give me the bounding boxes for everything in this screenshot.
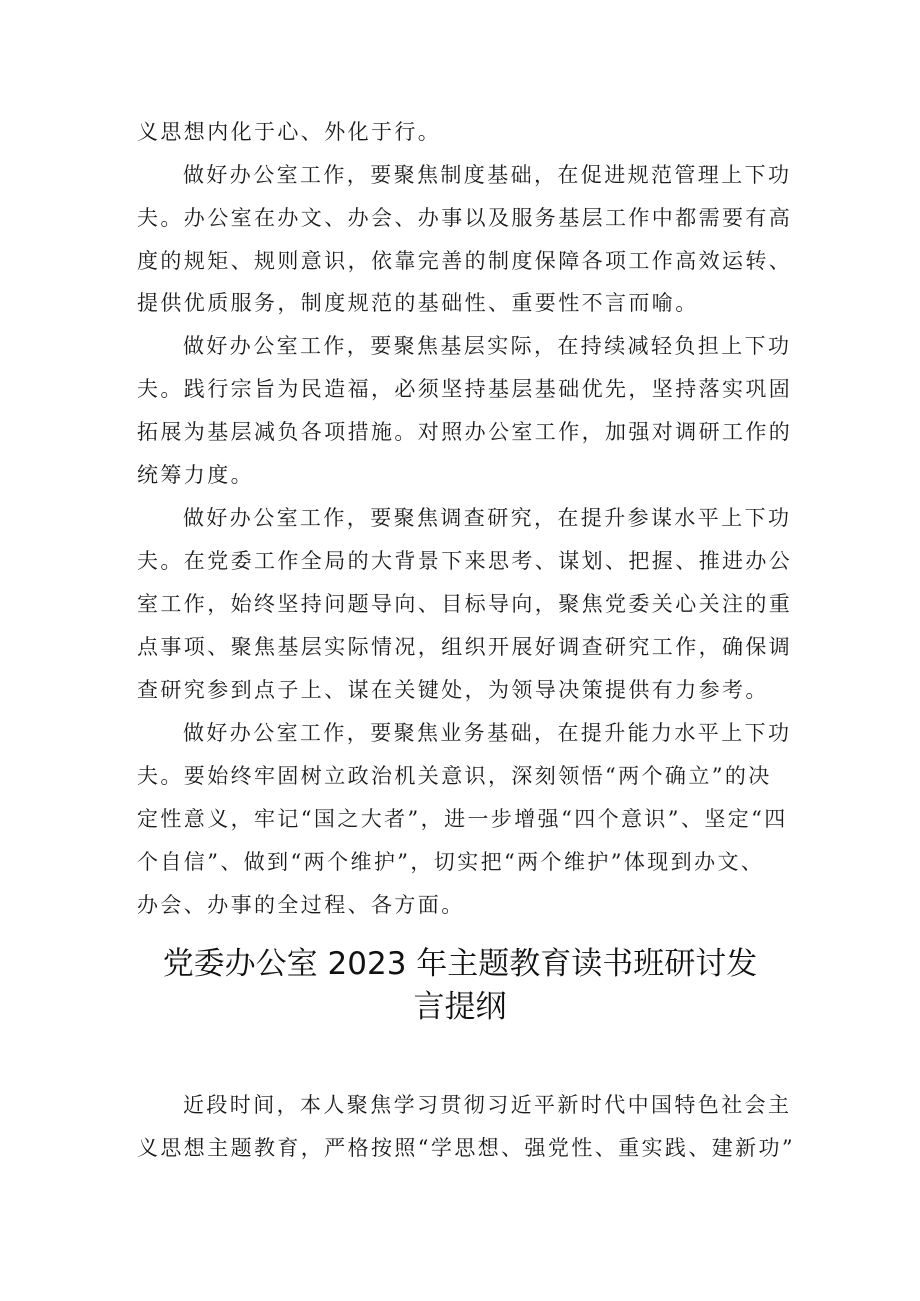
document-title-line-1: 党委办公室 2023 年主题教育读书班研讨发 xyxy=(162,946,758,982)
text-line: 个自信”、做到“两个维护”，切实把“两个维护”体现到办文、 xyxy=(137,850,765,874)
document-title-line-2: 言提纲 xyxy=(413,989,507,1025)
text-line: 提供优质服务，制度规范的基础性、重要性不言而喻。 xyxy=(137,291,699,315)
text-line: 义思想主题教育，严格按照“学思想、强党性、重实践、建新功” xyxy=(137,1136,796,1160)
text-line: 室工作，始终坚持问题导向、目标导向，聚焦党委关心关注的重 xyxy=(137,592,793,616)
text-line: 夫。要始终牢固树立政治机关意识，深刻领悟“两个确立”的决 xyxy=(137,764,772,788)
text-line: 查研究参到点子上、谋在关键处，为领导决策提供有力参考。 xyxy=(137,678,769,702)
text-line: 义思想内化于心、外化于行。 xyxy=(137,120,442,144)
text-line: 点事项、聚焦基层实际情况，组织开展好调查研究工作，确保调 xyxy=(137,635,793,659)
text-line: 夫。在党委工作全局的大背景下来思考、谋划、把握、推进办公 xyxy=(137,549,793,573)
text-line: 办会、办事的全过程、各方面。 xyxy=(137,893,465,917)
text-line: 度的规矩、规则意识，依靠完善的制度保障各项工作高效运转、 xyxy=(137,249,793,273)
text-line: 做好办公室工作，要聚焦制度基础，在促进规范管理上下功 xyxy=(183,163,792,187)
text-line: 近段时间，本人聚焦学习贯彻习近平新时代中国特色社会主 xyxy=(183,1093,792,1117)
text-line: 做好办公室工作，要聚焦调查研究，在提升参谋水平上下功 xyxy=(183,506,792,530)
text-line: 夫。办公室在办文、办会、办事以及服务基层工作中都需要有高 xyxy=(137,206,793,230)
text-line: 做好办公室工作，要聚焦基层实际，在持续减轻负担上下功 xyxy=(183,334,792,358)
text-line: 做好办公室工作，要聚焦业务基础，在提升能力水平上下功 xyxy=(183,721,792,745)
text-line: 统筹力度。 xyxy=(137,463,254,487)
text-line: 夫。践行宗旨为民造福，必须坚持基层基础优先，坚持落实巩固 xyxy=(137,377,793,401)
text-line: 定性意义，牢记“国之大者”，进一步增强“四个意识”、坚定“四 xyxy=(137,807,788,831)
text-line: 拓展为基层减负各项措施。对照办公室工作，加强对调研工作的 xyxy=(137,420,793,444)
